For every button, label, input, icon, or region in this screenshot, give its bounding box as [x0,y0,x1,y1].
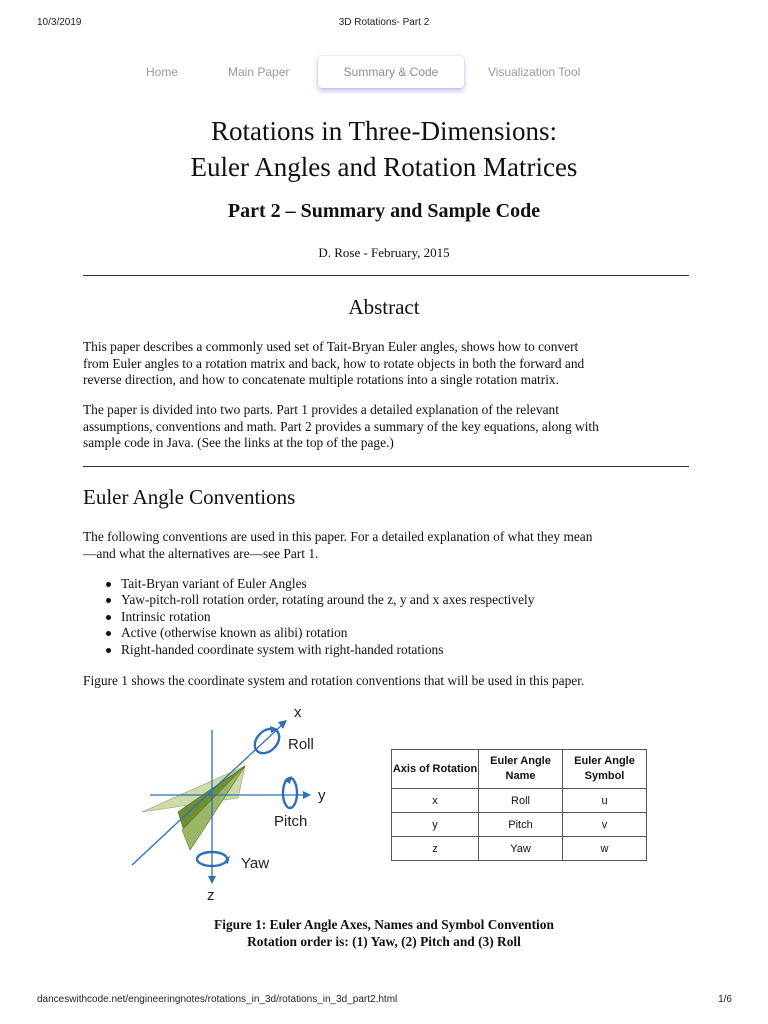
table-header-symbol: Euler Angle Symbol [563,750,647,789]
axis-y-label: y [318,787,326,804]
subtitle: Part 2 – Summary and Sample Code [227,200,541,222]
conventions-intro [83,529,689,562]
y-axis-arrowhead [303,791,311,799]
table-cell: u [563,789,647,813]
abstract-p2-line-1: The paper is divided into two parts. Part 1 provides a detailed explanation of the relevant [83,402,559,417]
table-cell: Yaw [479,837,563,861]
nav-tab-summary-code[interactable]: Summary & Code [318,56,464,88]
table-row [392,813,647,837]
roll-rotation-icon [250,724,284,758]
conventions-list [103,576,534,658]
list-item: Right-handed coordinate system with right-handed rotations [103,642,534,658]
figure-intro-text: Figure 1 shows the coordinate system and rotation conventions that will be used in this paper. [83,673,585,688]
abstract-paragraph-2 [83,402,689,452]
axis-x-label: x [294,704,302,721]
list-item: Yaw-pitch-roll rotation order, rotating around the z, y and x axes respectively [103,592,534,608]
print-page-title: 3D Rotations- Part 2 [338,17,430,28]
z-axis-arrowhead [208,876,216,884]
table-cell: x [392,789,479,813]
figure-intro [83,673,689,690]
abstract-p2-line-3: sample code in Java. (See the links at the top of the page.) [83,435,394,450]
abstract-p1-line-2: from Euler angles to a rotation matrix and back, how to rotate objects in both the forward and [83,355,585,371]
conventions-intro-line-2: —and what the alternatives are—see Part 1. [83,545,319,561]
table-cell: Pitch [479,813,563,837]
table-cell: y [392,813,479,837]
figure-caption-line-1: Figure 1: Euler Angle Axes, Names and Symbol Convention [214,917,554,932]
nav-tab-main-paper[interactable]: Main Paper [228,65,290,79]
table-cell: z [392,837,479,861]
euler-convention-table [391,749,647,861]
nav-tab-visualization-tool[interactable]: Visualization Tool [488,65,581,79]
table-cell: v [563,813,647,837]
print-url: danceswithcode.net/engineeringnotes/rotations_in_3d/rotations_in_3d_part2.html [37,994,398,1005]
yaw-label: Yaw [241,855,270,872]
title-line-2: Euler Angles and Rotation Matrices [190,152,578,182]
axis-z-label: z [207,887,215,904]
divider-top [83,275,689,276]
table-row [392,837,647,861]
list-item: Active (otherwise known as alibi) rotation [103,625,534,641]
author-line: D. Rose - February, 2015 [318,245,450,260]
table-header-name: Euler Angle Name [479,750,563,789]
pitch-label: Pitch [274,813,308,830]
abstract-heading: Abstract [348,295,420,319]
page-title [0,113,768,185]
conventions-intro-line-1: The following conventions are used in this paper. For a detailed explanation of what they mean [83,529,593,544]
abstract-p2-line-2: assumptions, conventions and math. Part 2 provides a summary of the key equations, along with [83,418,599,434]
table-cell: Roll [479,789,563,813]
list-item: Tait-Bryan variant of Euler Angles [103,576,534,592]
divider-abstract [83,466,689,467]
table-cell: w [563,837,647,861]
abstract-paragraph-1 [83,339,689,389]
nav-tab-home[interactable]: Home [146,65,179,79]
print-header [0,17,768,31]
conventions-heading: Euler Angle Conventions [83,485,296,509]
euler-axes-diagram [120,700,360,905]
table-header-axis: Axis of Rotation [392,750,479,789]
figure-caption-line-2: Rotation order is: (1) Yaw, (2) Pitch and (3) Roll [247,934,521,949]
print-date: 10/3/2019 [37,17,82,28]
print-page-number: 1/6 [718,994,732,1005]
table-header-row [392,750,647,789]
abstract-p1-line-1: This paper describes a commonly used set of Tait-Bryan Euler angles, shows how to convert [83,339,579,354]
title-line-1: Rotations in Three-Dimensions: [211,116,557,146]
list-item: Intrinsic rotation [103,609,534,625]
abstract-p1-line-3: reverse direction, and how to concatenate multiple rotations into a single rotation matrix. [83,372,559,387]
roll-label: Roll [288,736,314,753]
table-row [392,789,647,813]
